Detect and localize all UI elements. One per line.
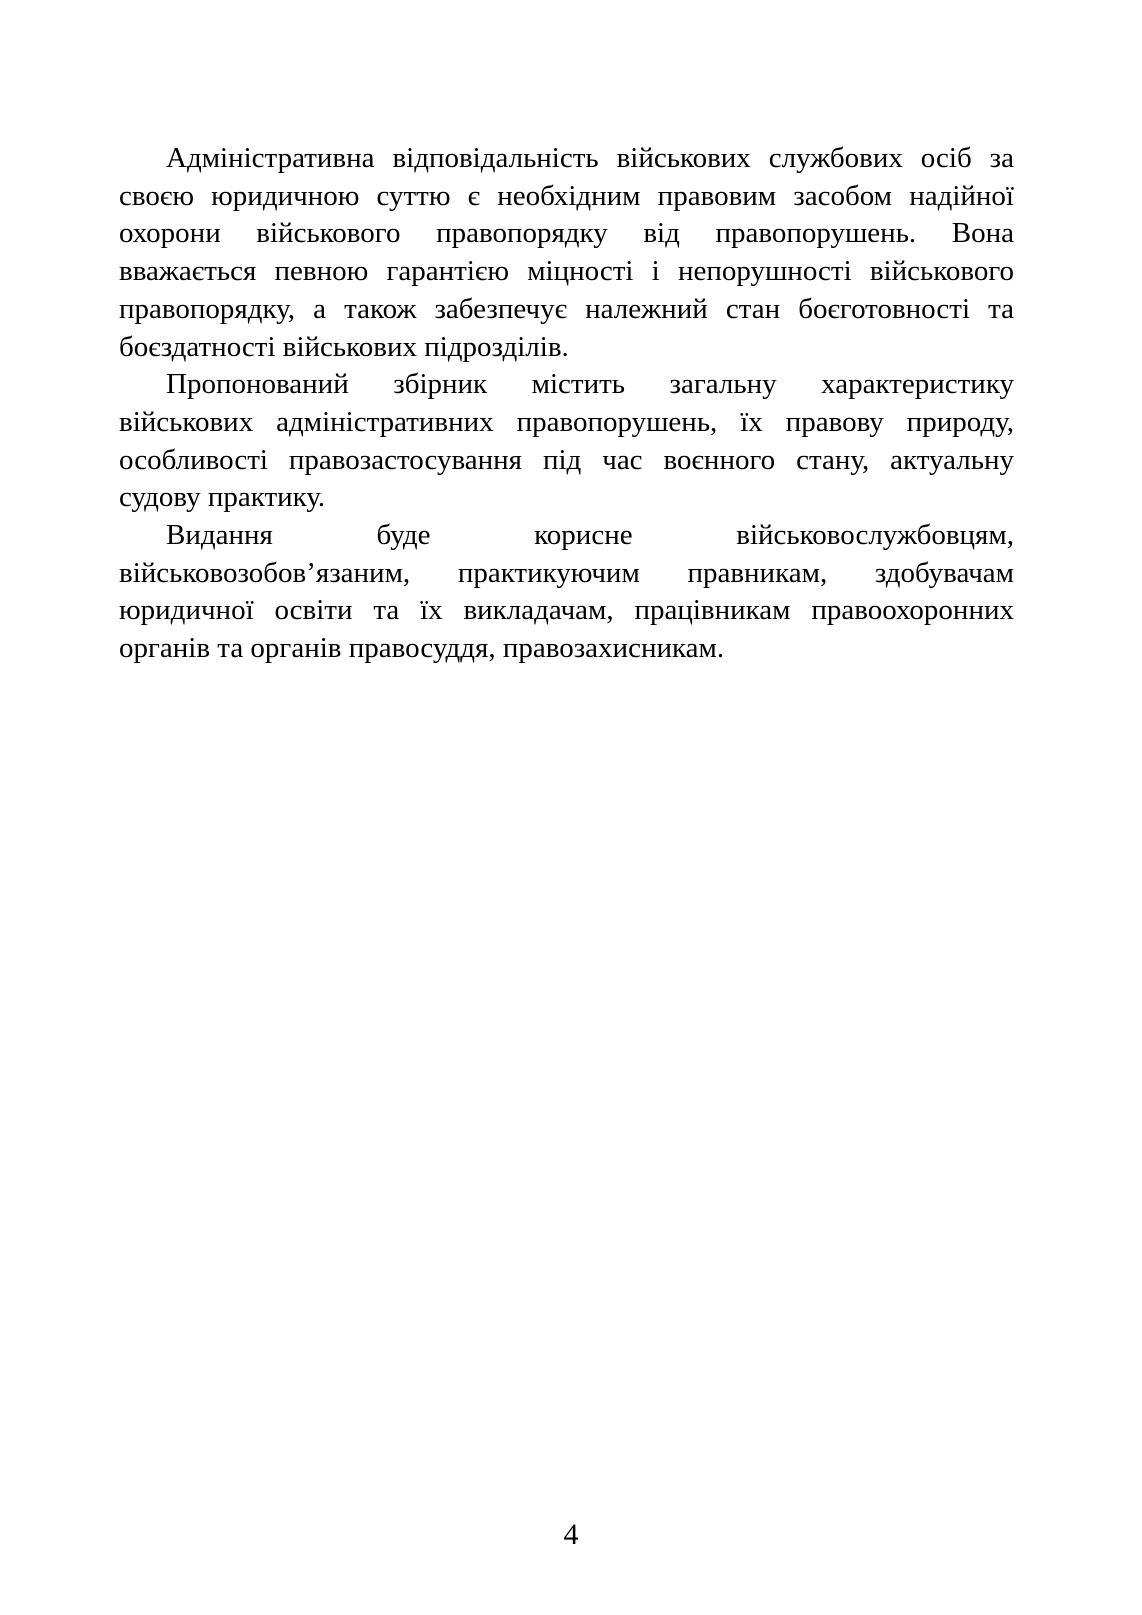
text-line: вважається певною гарантією міцності і непорушності військового: [119, 255, 1014, 288]
text-line: військових адміністративних правопорушень, їх правову природу,: [119, 405, 1014, 438]
text-line: юридичної освіти та їх викладачам, працівникам правоохоронних: [119, 594, 1014, 627]
text-line: Пропонований збірник містить загальну характеристику: [166, 368, 1014, 401]
text-line: Адміністративна відповідальність військових службових осіб за: [166, 142, 1014, 174]
text-line: особливості правозастосування під час воєнного стану, актуальну: [119, 443, 1014, 476]
text-line: своєю юридичною суттю є необхідним правовим засобом надійної: [119, 179, 1014, 212]
text-block: [119, 140, 1014, 668]
page-number: 4: [563, 1518, 579, 1551]
text-line: правопорядку, а також забезпечує належний стан боєготовності та: [119, 292, 1014, 325]
paragraph-3: [119, 517, 1014, 668]
text-line: Видання буде корисне військовослужбовцям,: [166, 519, 1014, 552]
paragraph-1: [119, 140, 1014, 366]
text-line: судову практику.: [119, 481, 326, 514]
paragraph-2: [119, 366, 1014, 517]
text-line: військовозобов’язаним, практикуючим правникам, здобувачам: [119, 556, 1014, 589]
text-line: боєздатності військових підрозділів.: [119, 330, 569, 363]
text-line: органів та органів правосуддя, правозахисникам.: [119, 632, 725, 665]
text-line: охорони військового правопорядку від правопорушень. Вона: [119, 217, 1014, 250]
